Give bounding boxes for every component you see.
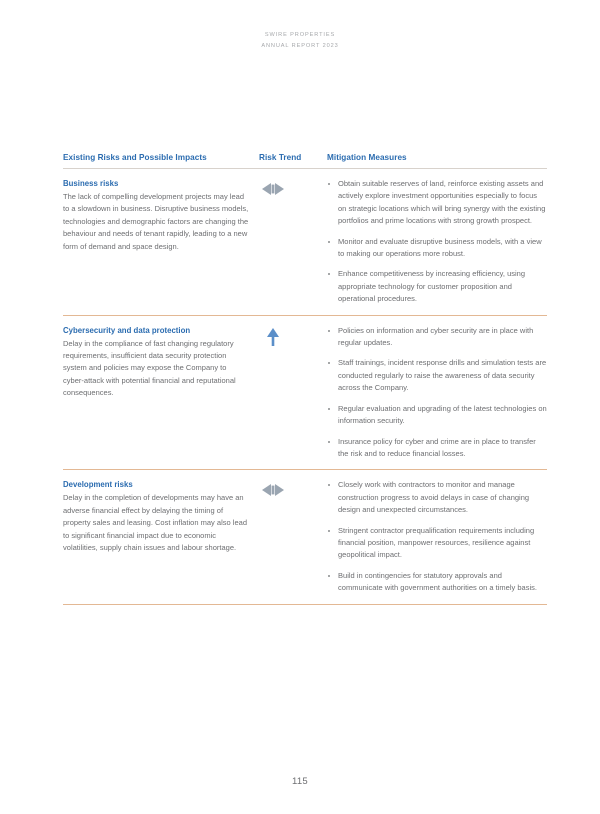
risk-cell <box>63 479 259 554</box>
table-bottom-divider <box>63 604 547 605</box>
bullet-dot <box>328 362 330 364</box>
measure-text: Stringent contractor prequalification requirements including financial position, manpower resources, resilience against geopolitical impact. <box>338 525 535 560</box>
bullet-dot <box>328 408 330 410</box>
risk-description: Delay in the completion of developments may have an adverse financial effect by delaying the timing of property sales and leasing. Cost inflation may also lead to significant financial impact due to economic volatilities, supply chain issues and labour shortage. <box>63 493 247 552</box>
bullet-dot <box>328 273 330 275</box>
left-right-arrow-icon <box>262 182 284 196</box>
list-item <box>327 479 547 516</box>
bullet-dot <box>328 530 330 532</box>
list-item <box>327 268 547 305</box>
left-right-arrow-icon <box>262 483 284 497</box>
bullet-dot <box>328 575 330 577</box>
measure-text: Monitor and evaluate disruptive business models, with a view to making our operations more robust. <box>338 236 542 259</box>
mitigation-list <box>327 178 547 306</box>
column-header-existing-risks: Existing Risks and Possible Impacts <box>63 153 207 162</box>
risk-trend-cell <box>259 479 327 497</box>
list-item <box>327 325 547 350</box>
risk-cell <box>63 178 259 253</box>
up-arrow-icon <box>266 328 280 346</box>
column-header-mitigation-measures: Mitigation Measures <box>327 153 407 162</box>
measure-text: Insurance policy for cyber and crime are in place to transfer the risk and to reduce financial losses. <box>338 436 536 458</box>
risk-cell <box>63 325 259 400</box>
table-row <box>63 470 547 603</box>
measure-text: Enhance competitiveness by increasing efficiency, using appropriate technology for customer proposition and operational procedures. <box>338 269 526 304</box>
page-number: 115 <box>291 776 309 787</box>
table-row <box>63 316 547 470</box>
risk-description: The lack of compelling development projects may lead to a slowdown in business. Disruptive business models, technologies and demographic factors are changing the behaviour and needs of tenant rapidly, leading to a new form of demand and space design. <box>63 192 249 251</box>
risk-management-table <box>63 152 547 605</box>
running-header-company: SWIRE PROPERTIES <box>264 32 336 38</box>
list-item <box>327 436 547 461</box>
list-item <box>327 403 547 428</box>
list-item <box>327 178 547 228</box>
measure-text: Policies on information and cyber security are in place with regular updates. <box>338 325 534 348</box>
bullet-dot <box>328 441 330 443</box>
table-header-row <box>63 152 547 168</box>
risk-title: Business risks <box>63 179 119 188</box>
list-item <box>327 357 547 394</box>
bullet-dot <box>328 484 330 486</box>
mitigation-cell <box>327 178 547 306</box>
list-item <box>327 570 547 595</box>
bullet-dot <box>328 183 330 185</box>
measure-text: Build in contingencies for statutory approvals and communicate with government authorities on a timely basis. <box>338 570 538 593</box>
list-item <box>327 525 547 562</box>
bullet-dot <box>328 241 330 243</box>
mitigation-list <box>327 479 547 594</box>
mitigation-cell <box>327 325 547 461</box>
measure-text: Obtain suitable reserves of land, reinforce existing assets and actively explore investment opportunities especially to focus on strategic locations which will bring synergy with the existing portfolios and prime locations with strong growth prospect. <box>338 179 546 226</box>
risk-description: Delay in the compliance of fast changing regulatory requirements, insufficient data security protection system and policies may expose the Company to cyber-attack with potential financial and reputational consequences. <box>63 338 236 398</box>
risk-title: Development risks <box>63 480 133 490</box>
measure-text: Staff trainings, incident response drills and simulation tests are conducted regularly to raise the awareness of data security across the Company. <box>338 358 547 393</box>
running-header-report: ANNUAL REPORT 2023 <box>261 43 339 49</box>
table-row <box>63 169 547 315</box>
mitigation-list <box>327 325 547 461</box>
running-header <box>0 30 600 52</box>
bullet-dot <box>328 330 330 332</box>
mitigation-cell <box>327 479 547 594</box>
column-header-risk-trend: Risk Trend <box>259 153 302 162</box>
risk-title: Cybersecurity and data protection <box>63 325 191 335</box>
measure-text: Regular evaluation and upgrading of the latest technologies on information security. <box>338 403 547 426</box>
risk-trend-cell <box>259 325 327 346</box>
measure-text: Closely work with contractors to monitor and manage construction progress to avoid delays in case of changing design and unexpected circumstances. <box>338 480 530 515</box>
risk-trend-cell <box>259 178 327 196</box>
list-item <box>327 236 547 261</box>
